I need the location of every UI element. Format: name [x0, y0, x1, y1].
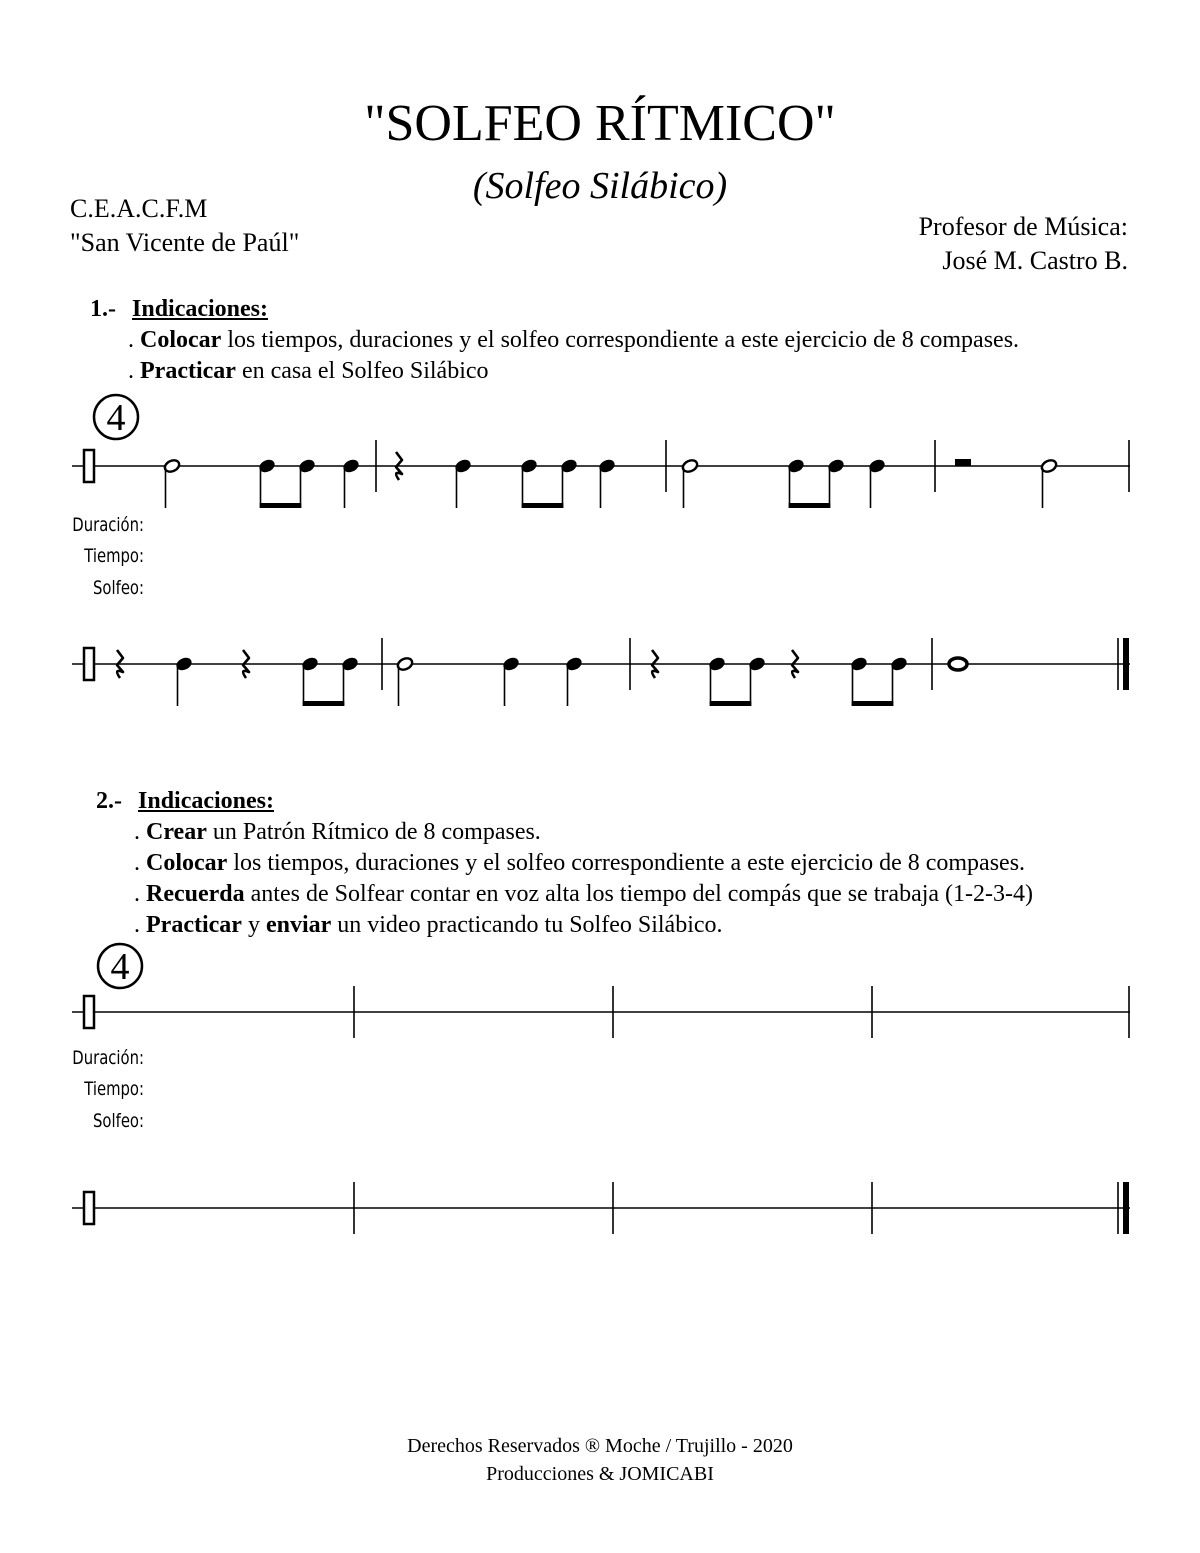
- tempo-label: Tiempo:: [84, 1078, 144, 1100]
- section1-heading: Indicaciones:: [132, 296, 269, 322]
- eighth-beam: [303, 701, 345, 706]
- section2-item: . Crear un Patrón Rítmico de 8 compases.: [134, 819, 541, 845]
- percussion-clef: [84, 450, 94, 482]
- teacher-role: Profesor de Música:: [918, 212, 1128, 241]
- half-rest: [955, 459, 971, 466]
- section2-number: 2.-: [96, 788, 122, 814]
- solfeo-label: Solfeo:: [93, 1110, 144, 1132]
- empty-staff-2: [0, 1178, 1200, 1238]
- footer-credits: Producciones & JOMICABI: [486, 1463, 714, 1485]
- solfeo-label: Solfeo:: [93, 577, 144, 599]
- percussion-clef: [84, 996, 94, 1028]
- section2-heading-line: [96, 786, 1033, 817]
- final-barline-thick: [1123, 638, 1129, 690]
- footer-copyright: Derechos Reservados ® Moche / Trujillo - 2020: [407, 1435, 793, 1457]
- section1-item: . Colocar los tiempos, duraciones y el solfeo correspondiente a este ejercicio de 8 compases.: [128, 327, 1020, 353]
- page-subtitle: (Solfeo Silábico): [472, 165, 728, 207]
- percussion-clef: [84, 648, 94, 680]
- school-info: [70, 192, 299, 260]
- percussion-clef: [84, 1192, 94, 1224]
- section2-instructions: [96, 786, 1033, 941]
- section2-heading: Indicaciones:: [138, 788, 275, 814]
- eighth-beam: [260, 503, 302, 508]
- svg-text:4: 4: [110, 946, 130, 988]
- section1-item: . Practicar en casa el Solfeo Silábico: [128, 358, 489, 384]
- tempo-label: Tiempo:: [84, 545, 144, 567]
- teacher-name: José M. Castro B.: [942, 246, 1128, 275]
- eighth-beam: [522, 503, 564, 508]
- section2-item: . Practicar y enviar un video practicando tu Solfeo Silábico.: [134, 912, 723, 938]
- svg-text:4: 4: [106, 397, 126, 439]
- rhythm-staff-2: [0, 634, 1200, 714]
- section1-instructions: [90, 294, 1019, 387]
- page-title: "SOLFEO RÍTMICO": [364, 95, 836, 152]
- duration-label: Duración:: [72, 1047, 144, 1069]
- school-acronym: C.E.A.C.F.M: [70, 194, 208, 223]
- section2-item: . Colocar los tiempos, duraciones y el solfeo correspondiente a este ejercicio de 8 compases.: [134, 850, 1026, 876]
- eighth-beam: [789, 503, 831, 508]
- empty-staff-1: [0, 982, 1200, 1042]
- footer: [0, 1432, 1200, 1488]
- eighth-beam: [852, 701, 894, 706]
- final-barline-thick: [1123, 1182, 1129, 1234]
- whole-note: [949, 658, 967, 670]
- section1-number: 1.-: [90, 296, 116, 322]
- rhythm-staff-1: [0, 436, 1200, 516]
- duration-label: Duración:: [72, 514, 144, 536]
- school-name: "San Vicente de Paúl": [70, 228, 300, 257]
- section2-item: . Recuerda antes de Solfear contar en voz alta los tiempo del compás que se trabaja (1-2-3-4): [134, 881, 1034, 907]
- teacher-info: [919, 210, 1128, 278]
- section1-heading-line: [90, 294, 1019, 325]
- eighth-beam: [710, 701, 752, 706]
